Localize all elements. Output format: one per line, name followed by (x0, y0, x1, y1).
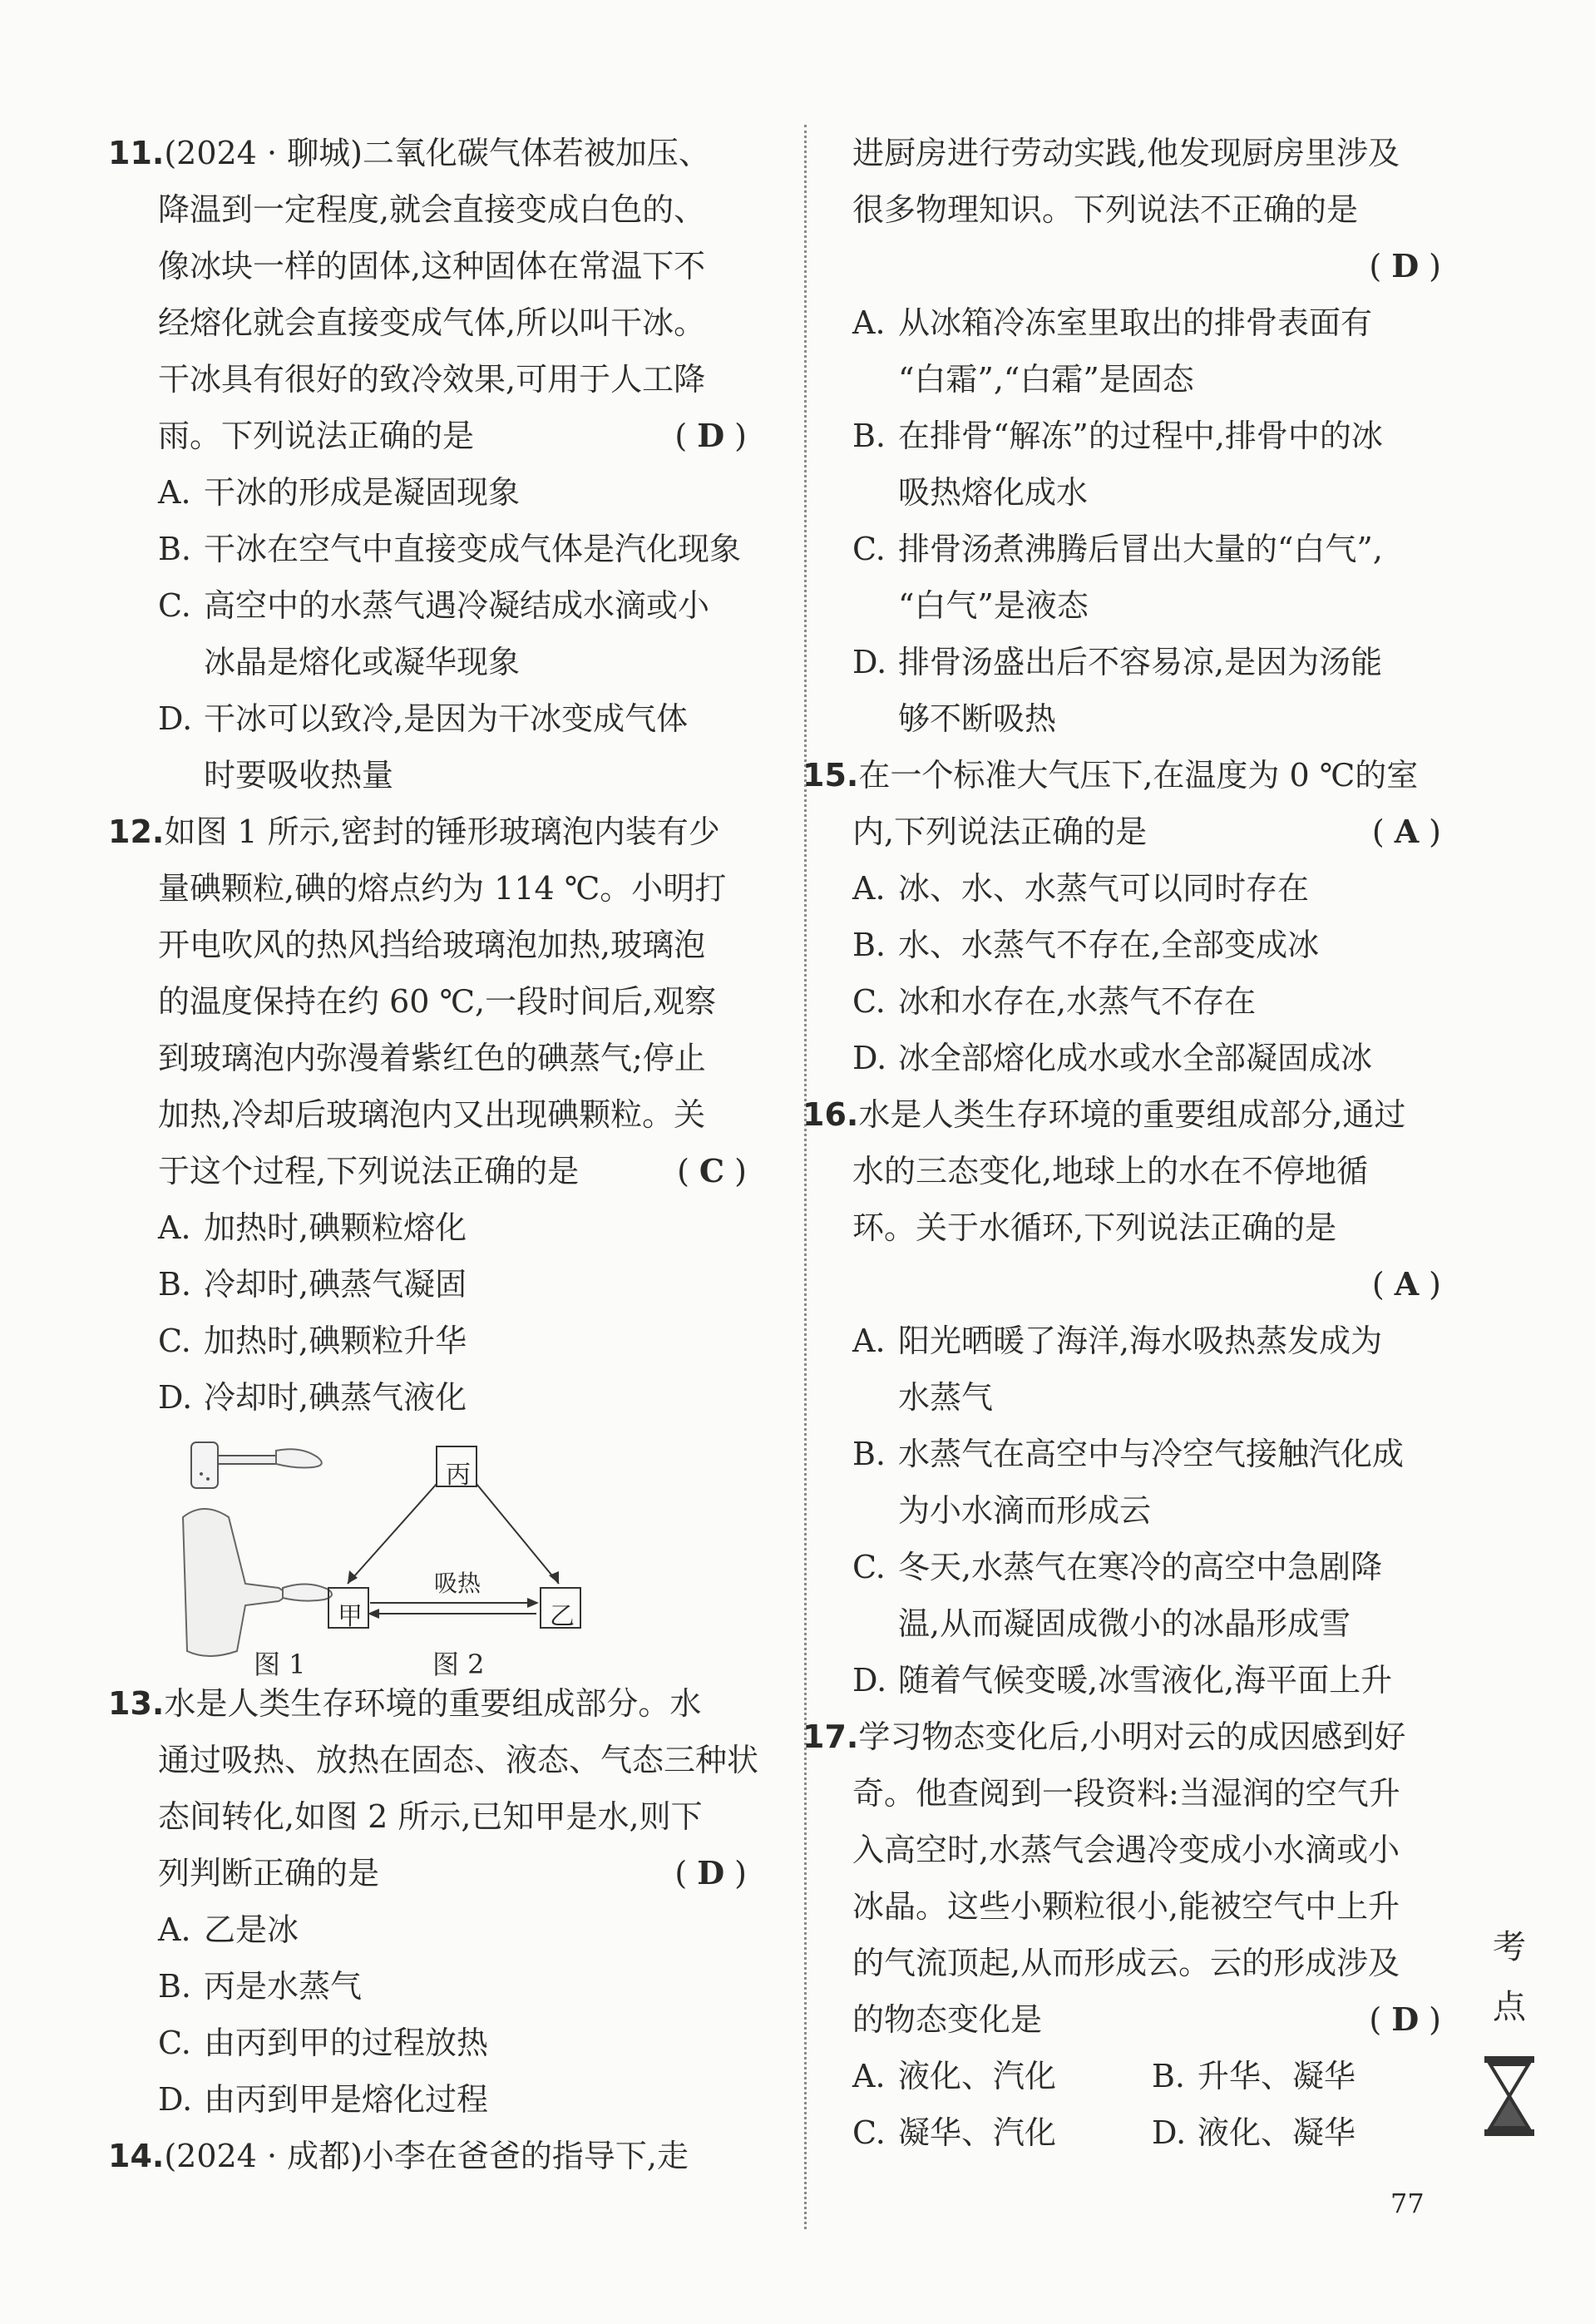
question-number: 14. (108, 2138, 165, 2174)
question-text: 降温到一定程度,就会直接变成白色的、 (158, 191, 706, 228)
side-tab-char: 考 (1493, 1928, 1526, 1966)
figures-area (158, 1426, 757, 1680)
option-a-continued: “白霜”,“白霜”是固态 (898, 361, 1194, 398)
answer-bracket: (D) (1369, 2000, 1451, 2038)
question-text: (2024 · 成都)小李在爸爸的指导下,走 (164, 2138, 689, 2174)
question-text: 很多物理知识。下列说法不正确的是 (852, 191, 1359, 228)
hourglass-upper (1490, 2064, 1528, 2096)
option-b: B. 干冰在空气中直接变成气体是汽化现象 (158, 531, 742, 567)
side-tab-char: 点 (1493, 1988, 1526, 2026)
question-text: (2024 · 聊城)二氧化碳气体若被加压、 (164, 135, 710, 171)
question-text: 加热,冷却后玻璃泡内又出现碘颗粒。关 (158, 1096, 706, 1133)
option-d: D. 冷却时,碘蒸气液化 (158, 1379, 467, 1416)
edge-label: 吸热 (433, 1570, 481, 1597)
option-d: D. 干冰可以致冷,是因为干冰变成气体 (158, 700, 689, 737)
option-b: B. 丙是水蒸气 (158, 1968, 363, 2005)
options-row-cd (852, 2104, 1451, 2161)
option-c-continued: “白气”是液态 (898, 587, 1089, 624)
arrow-bing-to-jia (348, 1484, 437, 1584)
option-d-continued: 够不断吸热 (898, 700, 1057, 737)
hand-icon (283, 1584, 332, 1600)
hourglass-lower (1490, 2096, 1528, 2128)
hand-icon (276, 1449, 322, 1467)
option-b: B. 冷却时,碘蒸气凝固 (158, 1266, 467, 1303)
arrowhead (527, 1598, 539, 1608)
question-14-continued (852, 125, 1451, 747)
option-d: D. 随着气候变暖,冰雪液化,海平面上升 (852, 1662, 1393, 1698)
option-c: C. 凝华、汽化 (852, 2114, 1057, 2151)
answer-bracket: (D) (674, 417, 757, 454)
option-a: A. 阳光晒暖了海洋,海水吸热蒸发成为 (852, 1323, 1383, 1359)
question-14-start (108, 2128, 757, 2184)
question-text: 如图 1 所示,密封的锤形玻璃泡内装有少 (164, 813, 720, 850)
question-13 (108, 1675, 759, 2128)
option-b: B. 水蒸气在高空中与冷空气接触汽化成 (852, 1436, 1405, 1472)
figure-1-caption: 图 1 (254, 1649, 306, 1680)
figure-1-illustration (183, 1442, 332, 1656)
question-17 (802, 1708, 1451, 2161)
column-divider (804, 125, 807, 2229)
question-number: 11. (108, 135, 165, 171)
question-text: 学习物态变化后,小明对云的成因感到好 (858, 1718, 1406, 1755)
question-text: 经熔化就会直接变成气体,所以叫干冰。 (158, 304, 706, 341)
option-d-continued: 时要吸收热量 (204, 757, 394, 794)
options-row-ab (852, 2048, 1451, 2104)
question-text: 列判断正确的是 (158, 1855, 380, 1891)
hourglass-icon (1480, 2055, 1538, 2138)
answer-letter: D (697, 1854, 735, 1891)
question-text: 水是人类生存环境的重要组成部分。水 (164, 1685, 702, 1722)
question-text: 的气流顶起,从而形成云。云的形成涉及 (852, 1945, 1400, 1981)
answer-bracket: (A) (1371, 813, 1451, 850)
question-text: 奇。他查阅到一段资料:当湿润的空气升 (852, 1775, 1400, 1812)
question-text: 雨。下列说法正确的是 (158, 418, 475, 454)
option-c: C. 高空中的水蒸气遇冷凝结成水滴或小 (158, 587, 710, 624)
answer-bracket: (D) (1369, 247, 1451, 284)
option-a: A. 从冰箱冷冻室里取出的排骨表面有 (852, 304, 1373, 341)
answer-bracket: (C) (677, 1152, 757, 1189)
question-16 (802, 1086, 1451, 1708)
left-column (108, 125, 759, 2184)
question-text: 水的三态变化,地球上的水在不停地循 (852, 1153, 1369, 1189)
bulb-stem (218, 1456, 276, 1464)
answer-letter: D (1391, 247, 1430, 284)
question-number: 15. (802, 757, 859, 794)
answer-letter: D (1391, 2000, 1430, 2038)
question-12 (108, 804, 757, 1426)
option-b: B. 在排骨“解冻”的过程中,排骨中的冰 (852, 418, 1383, 454)
question-text: 内,下列说法正确的是 (852, 813, 1148, 850)
answer-bracket: (A) (1371, 1265, 1451, 1303)
option-d: D. 由丙到甲是熔化过程 (158, 2081, 489, 2118)
question-text: 环。关于水循环,下列说法正确的是 (852, 1209, 1337, 1246)
option-d: D. 排骨汤盛出后不容易凉,是因为汤能 (852, 644, 1383, 680)
option-b-continued: 吸热熔化成水 (898, 474, 1089, 511)
question-text: 量碘颗粒,碘的熔点约为 114 ℃。小明打 (158, 870, 727, 907)
question-text: 的物态变化是 (852, 2001, 1043, 2038)
option-d: D. 液化、凝华 (1152, 2114, 1356, 2151)
page-number: 77 (1390, 2188, 1425, 2219)
hourglass-bottom (1484, 2129, 1534, 2136)
option-c: C. 加热时,碘颗粒升华 (158, 1323, 467, 1359)
option-c: C. 排骨汤煮沸腾后冒出大量的“白气”, (852, 531, 1383, 567)
answer-letter: D (697, 417, 735, 454)
question-text: 冰晶。这些小颗粒很小,能被空气中上升 (852, 1888, 1400, 1925)
question-text: 进厨房进行劳动实践,他发现厨房里涉及 (852, 135, 1400, 171)
iodine-particle (200, 1472, 203, 1476)
question-text: 到玻璃泡内弥漫着紫红色的碘蒸气;停止 (158, 1040, 706, 1076)
hair-dryer-icon (183, 1509, 285, 1656)
option-a: A. 冰、水、水蒸气可以同时存在 (852, 870, 1310, 907)
answer-bracket: (D) (674, 1854, 757, 1891)
question-11 (108, 125, 757, 804)
option-a: A. 干冰的形成是凝固现象 (158, 474, 521, 511)
option-c-continued: 冰晶是熔化或凝华现象 (204, 644, 521, 680)
option-a: A. 乙是冰 (158, 1911, 299, 1948)
iodine-particle (206, 1477, 210, 1481)
question-15 (802, 747, 1451, 1086)
node-label-yi: 乙 (550, 1602, 575, 1631)
option-d: D. 冰全部熔化成水或水全部凝固成冰 (852, 1040, 1373, 1076)
figure-2-caption: 图 2 (432, 1649, 485, 1680)
answer-letter: A (1394, 1265, 1430, 1303)
question-text: 开电吹风的热风挡给玻璃泡加热,玻璃泡 (158, 927, 706, 963)
question-number: 17. (802, 1718, 859, 1755)
option-c-continued: 温,从而凝固成微小的冰晶形成雪 (898, 1605, 1351, 1642)
question-text: 水是人类生存环境的重要组成部分,通过 (858, 1096, 1406, 1133)
option-b: B. 水、水蒸气不存在,全部变成冰 (852, 927, 1320, 963)
option-a: A. 液化、汽化 (852, 2058, 1057, 2094)
hourglass-top (1484, 2056, 1534, 2063)
question-text: 入高空时,水蒸气会遇冷变成小水滴或小 (852, 1832, 1400, 1868)
node-label-jia: 甲 (338, 1602, 363, 1631)
question-number: 16. (802, 1096, 859, 1133)
question-text: 通过吸热、放热在固态、液态、气态三种状 (158, 1742, 759, 1778)
option-a: A. 加热时,碘颗粒熔化 (158, 1209, 467, 1246)
question-text: 态间转化,如图 2 所示,已知甲是水,则下 (158, 1798, 703, 1835)
option-c: C. 冬天,水蒸气在寒冷的高空中急剧降 (852, 1549, 1383, 1585)
glass-bulb (191, 1442, 218, 1488)
question-text: 像冰块一样的固体,这种固体在常温下不 (158, 248, 706, 284)
answer-letter: A (1394, 813, 1430, 850)
option-b: B. 升华、凝华 (1152, 2058, 1356, 2094)
question-text: 干冰具有很好的致冷效果,可用于人工降 (158, 361, 706, 398)
right-column (802, 125, 1451, 2161)
option-b-continued: 为小水滴而形成云 (898, 1492, 1152, 1529)
question-text: 于这个过程,下列说法正确的是 (158, 1153, 580, 1189)
side-tab (1476, 1917, 1543, 2037)
node-label-bing: 丙 (446, 1461, 471, 1490)
question-number: 12. (108, 813, 165, 850)
option-a-continued: 水蒸气 (898, 1379, 994, 1416)
question-text: 的温度保持在约 60 ℃,一段时间后,观察 (158, 983, 717, 1020)
answer-letter: C (699, 1152, 735, 1189)
option-c: C. 冰和水存在,水蒸气不存在 (852, 983, 1257, 1020)
arrowhead (348, 1570, 358, 1584)
question-text: 在一个标准大气压下,在温度为 0 ℃的室 (858, 757, 1419, 794)
option-c: C. 由丙到甲的过程放热 (158, 2025, 489, 2061)
question-number: 13. (108, 1685, 165, 1722)
